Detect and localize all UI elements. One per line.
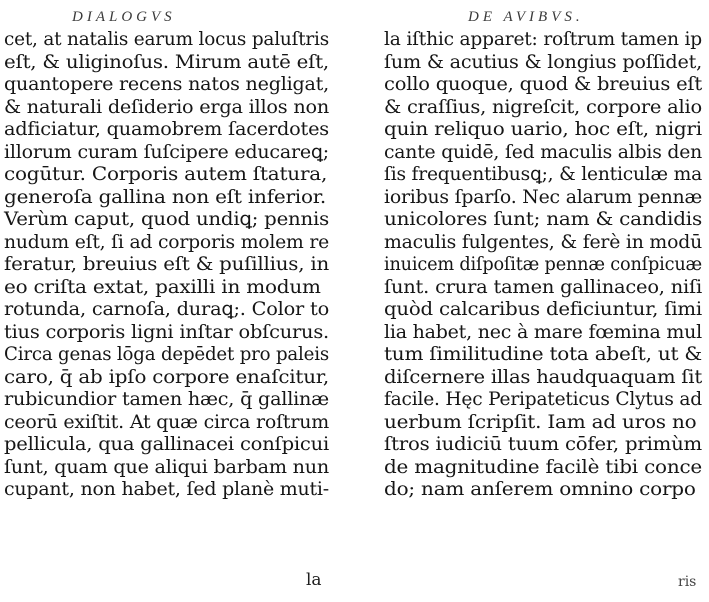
text-line: cet, at natalis earum locus paluſtris [4, 29, 329, 50]
text-line: collo quoque, quod & breuius eſt [384, 74, 702, 95]
text-line: ſtros iudiciū tuum cōfer, primùm [384, 434, 702, 455]
text-line: quòd calcaribus deficiuntur, ſimi [384, 299, 702, 320]
text-line: rotunda, carnoſa, duraꝗ;. Color to [4, 299, 329, 320]
text-line: & craſſius, nigreſcit, corpore alio [384, 96, 702, 118]
text-line: tum ſimilitudine tota abeſt, ut & [384, 344, 702, 365]
page-gutter [340, 0, 366, 602]
text-line: adficiatur, quamobrem ſacerdotes [4, 119, 329, 140]
text-line: Circa genas lōga depēdet pro paleis [4, 344, 329, 365]
text-line: la iſthic apparet: roſtrum tamen ip [384, 29, 702, 50]
left-catchword: la [306, 570, 322, 590]
right-text-block [384, 29, 702, 502]
right-catchword: ris [678, 574, 697, 590]
text-line: eſt, & uliginoſus. Mirum autē eſt, [4, 51, 329, 73]
text-line: do; nam anſerem omnino corpo [384, 479, 696, 500]
text-line: unicolores ſunt; nam & candidis [384, 209, 702, 230]
text-line: uerbum ſcripſit. Iam ad uros no [384, 411, 697, 433]
text-line: generoſa gallina non eſt inferior. [4, 186, 327, 208]
text-line: Verùm caput, quod undiꝗ; pennis [4, 209, 329, 230]
left-text-block [4, 29, 329, 502]
left-running-head: DIALOGVS [72, 9, 176, 25]
text-line: eo criſta extat, paxilli in modum [4, 276, 321, 298]
text-line: cante quidē, ſed maculis albis den [384, 141, 702, 163]
text-line: illorum curam ſuſcipere educareꝗ; [4, 141, 329, 163]
right-running-head: DE AVIBVS. [468, 9, 584, 25]
text-line: & naturali deſiderio erga illos non [4, 96, 329, 118]
text-line: de magnitudine facilè tibi conce [384, 456, 702, 478]
text-line: lia habet, nec à mare fœmina mul [384, 321, 702, 343]
text-line: maculis fulgentes, & ferè in modū [384, 231, 702, 253]
text-line: cogūtur. Corporis autem ſtatura, [4, 164, 328, 185]
text-line: diſcernere illas haudquaquam ſit [384, 366, 702, 388]
text-line: quin reliquo uario, hoc eſt, nigri [384, 119, 702, 140]
text-line: ſis frequentibusꝗ;, & lenticulæ ma [384, 164, 702, 185]
text-line: caro, q̄ ab ipſo corpore enaſcitur, [4, 366, 329, 388]
text-line: tius corporis ligni inſtar obſcurus. [4, 321, 330, 343]
text-line: ſunt. crura tamen gallinaceo, niſi [384, 276, 702, 298]
text-line: feratur, breuius eſt & puſillius, in [4, 254, 329, 275]
text-line: ſunt, quam que aliqui barbam nun [4, 456, 329, 478]
text-line: cupant, non habet, ſed planè muti- [4, 479, 329, 500]
text-line: ioribus ſparſo. Nec alarum pennæ [384, 186, 702, 208]
text-line: inuicem diſpoſitæ pennæ conſpicuæ [384, 254, 702, 275]
text-line: facile. Hęc Peripateticus Clytus ad [384, 389, 702, 410]
text-line: quantopere recens natos negligat, [4, 74, 329, 95]
text-line: ſum & acutius & longius poſſidet, [384, 51, 702, 73]
text-line: nudum eſt, ſi ad corporis molem re [4, 231, 329, 253]
text-line: ceorū exiſtit. At quæ circa roſtrum [4, 411, 329, 433]
text-line: pellicula, qua gallinacei conſpicui [4, 434, 329, 455]
text-line: rubicundior tamen hæc, q̄ gallinæ [4, 389, 329, 410]
